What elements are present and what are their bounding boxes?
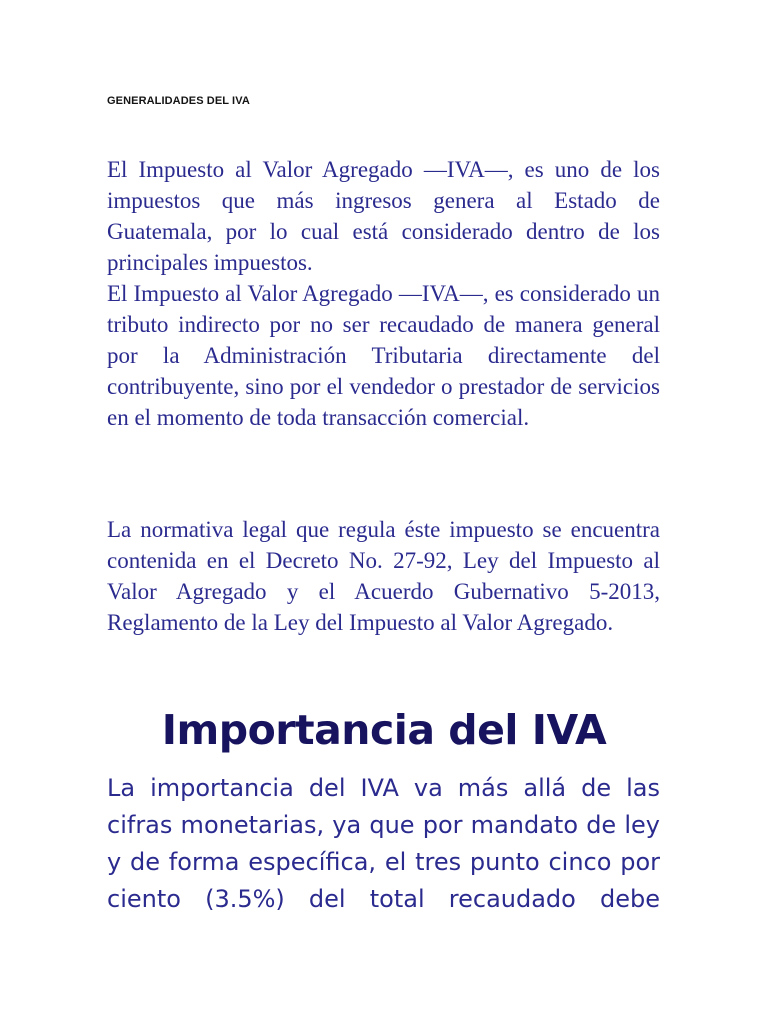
importance-heading: Importancia del IVA [161,706,607,754]
intro-paragraph-2: El Impuesto al Valor Agregado —IVA—, es considerado un tributo indirecto por no ser recaudado de manera general por la Administración Tributaria directamente del contribuyente, sino por el vendedor o prestador de servicios en el momento de toda transacción comercial. [107,281,660,430]
legal-section [107,514,660,638]
section-title: GENERALIDADES DEL IVA [107,95,250,107]
intro-section [107,154,660,433]
importance-paragraph: La importancia del IVA va más allá de las cifras monetarias, ya que por mandato de ley y de forma específica, el tres punto cinco por ciento (3.5%) del total recaudado debe [107,774,660,913]
intro-paragraph-1: El Impuesto al Valor Agregado —IVA—, es uno de los impuestos que más ingresos genera al Estado de Guatemala, por lo cual está considerado dentro de los principales impuestos. [107,157,660,275]
legal-paragraph: La normativa legal que regula éste impuesto se encuentra contenida en el Decreto No. 27-92, Ley del Impuesto al Valor Agregado y el Acuerdo Gubernativo 5-2013, Reglamento de la Ley del Impuesto al Valor Agregado. [107,517,660,635]
